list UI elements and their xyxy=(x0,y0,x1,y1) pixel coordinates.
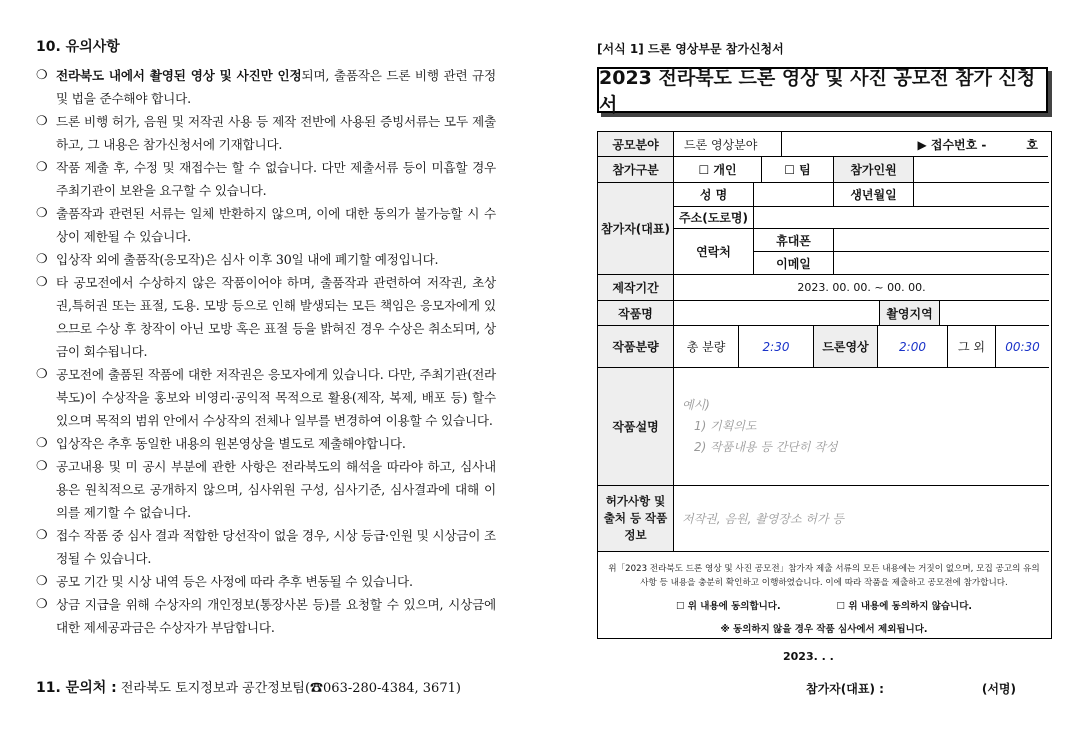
desc-placeholder xyxy=(682,395,838,458)
agreement-warning: ※ 동의하지 않을 경우 작품 심사에서 제외됩니다. xyxy=(720,624,928,635)
desc-line-1: 예시) xyxy=(682,398,710,412)
birth-label: 생년월일 xyxy=(834,183,914,207)
receipt-suffix: 호 xyxy=(1026,137,1038,152)
section-10-title: 10. 유의사항 xyxy=(36,39,120,55)
total-value[interactable]: 2:30 xyxy=(739,326,814,368)
phone-input[interactable] xyxy=(834,229,1049,252)
note-text: 작품 제출 후, 수정 및 재접수는 할 수 없습니다. 다만 제출서류 등이 미흡할 경우 주최기관이 보완을 요구할 수 있습니다. xyxy=(56,160,496,198)
type-team-checkbox[interactable]: ☐ 팀 xyxy=(762,157,834,183)
form-label: [서식 1] 드론 영상부문 참가신청서 xyxy=(597,42,784,56)
note-text: 타 공모전에서 수상하지 않은 작품이어야 하며, 출품작과 관련하여 저작권, 초상권,특허권 또는 표절, 도용. 모방 등으로 인해 발생되는 모든 책임은 응모자에게 있으므로 수상 후 창작이 아닌 모방 혹은 표절 등을 밝혀진 경우 수상은 취소되며, 상금이 회수됩니다. xyxy=(56,275,496,359)
note-text: 상금 지급을 위해 수상자의 개인정보(통장사본 등)를 요청할 수 있으며, 시상금에 대한 제세공과금은 수상자가 부담합니다. xyxy=(56,597,496,635)
bullet-icon: ❍ xyxy=(36,574,48,589)
list-item xyxy=(36,271,496,363)
members-label: 참가인원 xyxy=(834,157,914,183)
desc-input[interactable] xyxy=(674,368,1049,486)
total-label: 총 분량 xyxy=(674,326,739,368)
type-individual-checkbox[interactable]: ☐ 개인 xyxy=(674,157,762,183)
other-label: 그 외 xyxy=(948,326,996,368)
permit-placeholder: 저작권, 음원, 촬영장소 허가 등 xyxy=(682,512,844,526)
email-label: 이메일 xyxy=(754,252,834,275)
address-label: 주소(도로명) xyxy=(674,207,754,229)
contact-line xyxy=(36,677,461,697)
other-value[interactable]: 00:30 xyxy=(996,326,1049,368)
list-item xyxy=(36,248,496,271)
bullet-icon: ❍ xyxy=(36,528,48,543)
name-label: 성 명 xyxy=(674,183,754,207)
note-text: 입상작 외에 출품작(응모작)은 심사 이후 30일 내에 폐기할 예정입니다. xyxy=(56,252,439,267)
list-item xyxy=(36,524,496,570)
bullet-icon: ❍ xyxy=(36,367,48,382)
agreement-text: 위「2023 전라북도 드론 영상 및 사진 공모전」참가자 제출 서류의 모든 내용에는 거짓이 없으며, 모집 공고의 유의사항 등 내용을 충분히 확인하고 이행하였습니다. 이에 따라 작품을 제출하고 공모전에 참가합니다. xyxy=(608,564,1040,588)
contact-field-label: 연락처 xyxy=(674,229,754,275)
bullet-icon: ❍ xyxy=(36,160,48,175)
permit-input[interactable] xyxy=(674,486,1049,552)
list-item xyxy=(36,432,496,455)
bullet-icon: ❍ xyxy=(36,114,48,129)
notes-section xyxy=(36,36,496,639)
bullet-icon: ❍ xyxy=(36,252,48,267)
list-item xyxy=(36,156,496,202)
signature-line xyxy=(806,680,1016,697)
form-title: 2023 전라북도 드론 영상 및 사진 공모전 참가 신청서 xyxy=(597,67,1048,113)
drone-label: 드론영상 xyxy=(814,326,878,368)
period-label: 제작기간 xyxy=(598,275,674,301)
bullet-icon: ❍ xyxy=(36,275,48,290)
list-item xyxy=(36,455,496,524)
location-label: 촬영지역 xyxy=(880,301,940,326)
applicant-label: 참가자(대표) xyxy=(598,183,674,275)
form-table xyxy=(597,131,1052,639)
type-label: 참가구분 xyxy=(598,157,674,183)
agreement-options xyxy=(598,598,1050,612)
work-input[interactable] xyxy=(674,301,880,326)
bullet-icon: ❍ xyxy=(36,206,48,221)
section-11-title: 11. 문의처 : xyxy=(36,680,117,696)
contact-value: 전라북도 토지정보과 공간정보팀(☎063-280-4384, 3671) xyxy=(120,681,461,696)
agree-yes-checkbox[interactable]: ☐ 위 내용에 동의합니다. xyxy=(675,601,781,612)
note-text: 입상작은 추후 동일한 내용의 원본영상을 별도로 제출해야합니다. xyxy=(56,436,406,451)
bullet-icon: ❍ xyxy=(36,459,48,474)
bullet-icon: ❍ xyxy=(36,597,48,612)
list-item xyxy=(36,202,496,248)
name-input[interactable] xyxy=(754,183,834,207)
sign-label[interactable]: (서명) xyxy=(981,682,1016,696)
note-text: 되며, 출품작은 드론 비행 관련 규정 및 법을 준수해야 합니다. xyxy=(56,68,496,106)
length-label: 작품분량 xyxy=(598,326,674,368)
application-form xyxy=(597,40,1052,116)
list-item xyxy=(36,64,496,110)
note-text: 공모 기간 및 시상 내역 등은 사정에 따라 추후 변동될 수 있습니다. xyxy=(56,574,413,589)
receipt-label: ▶ 접수번호 - xyxy=(917,137,987,152)
phone-label: 휴대폰 xyxy=(754,229,834,252)
list-item xyxy=(36,593,496,639)
work-label: 작품명 xyxy=(598,301,674,326)
members-input[interactable] xyxy=(914,157,1049,183)
note-text: 출품작과 관련된 서류는 일체 반환하지 않으며, 이에 대한 동의가 불가능할 시 수상이 제한될 수 있습니다. xyxy=(56,206,496,244)
period-value[interactable]: 2023. 00. 00. ~ 00. 00. xyxy=(674,275,1049,301)
bullet-icon: ❍ xyxy=(36,68,48,83)
bullet-icon: ❍ xyxy=(36,436,48,451)
notes-list xyxy=(36,64,496,639)
email-input[interactable] xyxy=(834,252,1049,275)
list-item xyxy=(36,110,496,156)
desc-line-3: 2) 작품내용 등 간단히 작성 xyxy=(694,440,838,454)
field-value: 드론 영상분야 xyxy=(674,132,782,157)
field-label: 공모분야 xyxy=(598,132,674,157)
note-text: 드론 비행 허가, 음원 및 저작권 사용 등 제작 전반에 사용된 증빙서류는 모두 제출하고, 그 내용은 참가신청서에 기재합니다. xyxy=(56,114,496,152)
birth-input[interactable] xyxy=(914,183,1049,207)
list-item xyxy=(36,363,496,432)
form-date[interactable]: 2023. . . xyxy=(783,650,834,663)
signer-label: 참가자(대표) : xyxy=(806,682,884,696)
location-input[interactable] xyxy=(940,301,1049,326)
note-text: 접수 작품 중 심사 결과 적합한 당선작이 없을 경우, 시상 등급·인원 및 시상금이 조정될 수 있습니다. xyxy=(56,528,496,566)
agree-no-checkbox[interactable]: ☐ 위 내용에 동의하지 않습니다. xyxy=(836,601,973,612)
desc-line-2: 1) 기획의도 xyxy=(694,419,757,433)
permit-label: 허가사항 및 출처 등 작품정보 xyxy=(598,486,674,552)
drone-value[interactable]: 2:00 xyxy=(878,326,948,368)
note-text: 공고내용 및 미 공시 부분에 관한 사항은 전라북도의 해석을 따라야 하고, 심사내용은 원칙적으로 공개하지 않으며, 심사위원 구성, 심사기준, 심사결과에 대해 이의를 제기할 수 없습니다. xyxy=(56,459,496,520)
note-strong: 전라북도 내에서 촬영된 영상 및 사진만 인정 xyxy=(56,68,302,83)
address-input[interactable] xyxy=(754,207,1049,229)
agreement-box xyxy=(598,552,1050,638)
desc-label: 작품설명 xyxy=(598,368,674,486)
note-text: 공모전에 출품된 작품에 대한 저작권은 응모자에게 있습니다. 다만, 주최기관(전라북도)이 수상작을 홍보와 비영리·공익적 목적으로 활용(제작, 복제, 배포 등) 할수 있으며 목적의 범위 안에서 수상작의 전체나 일부를 변경하여 이용할 수 있습니다. xyxy=(56,367,496,428)
receipt-number[interactable] xyxy=(782,132,1048,157)
list-item xyxy=(36,570,496,593)
